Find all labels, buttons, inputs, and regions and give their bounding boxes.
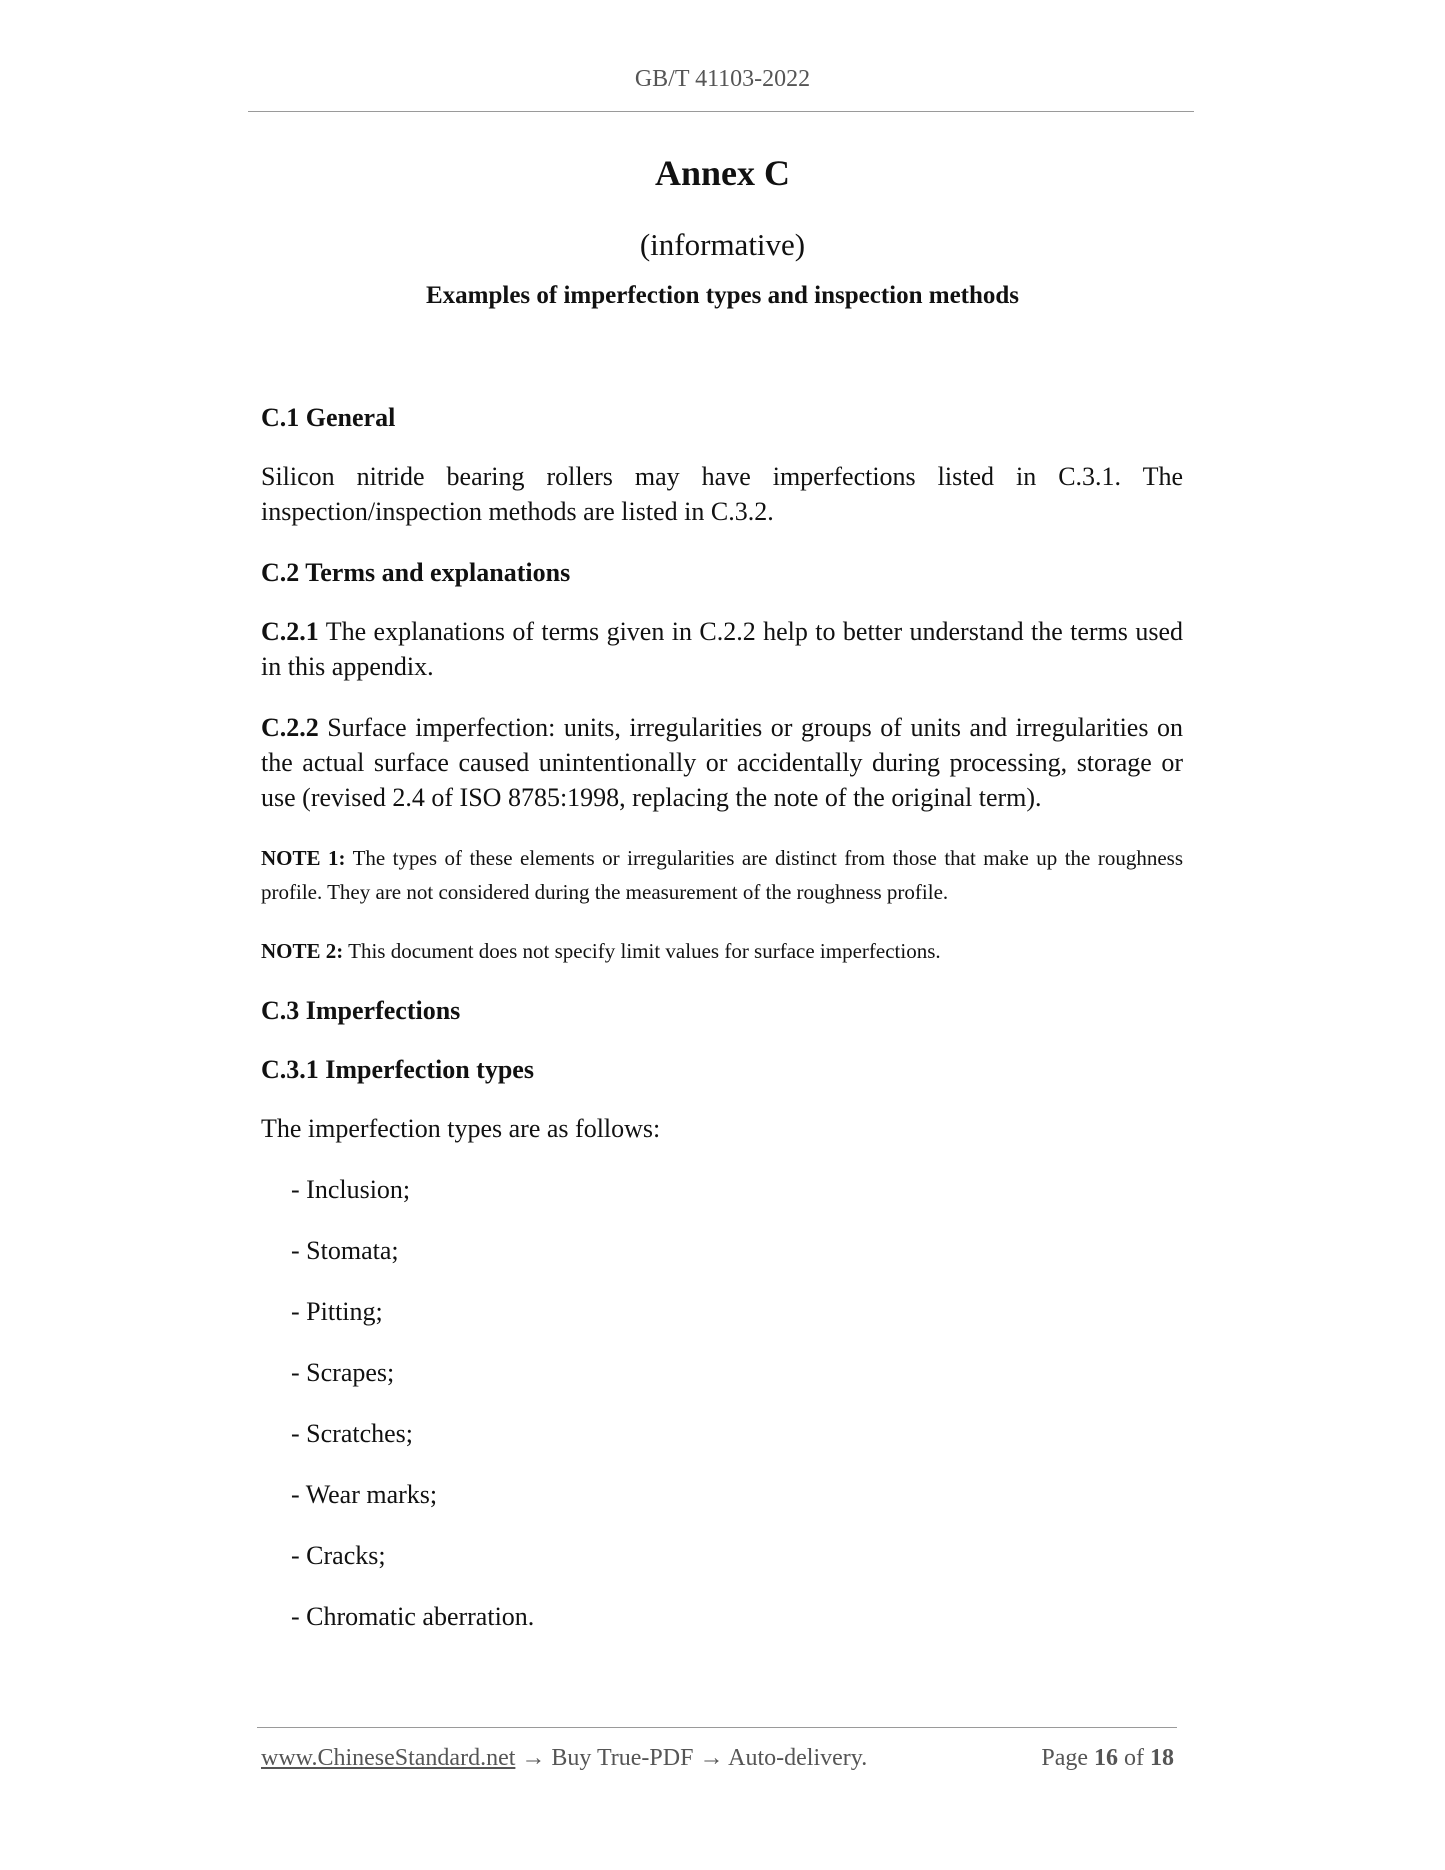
list-item: - Inclusion; (291, 1175, 411, 1204)
section-heading-c1: C.1 General (261, 403, 396, 432)
annex-kind: (informative) (639, 227, 806, 262)
note-2-label: NOTE 2: (261, 939, 344, 963)
note-2 (261, 934, 1183, 968)
note-2-text: This document does not specify limit values for surface imperfections. (343, 939, 941, 963)
page-total: 18 (1150, 1745, 1174, 1771)
list-item: - Wear marks; (291, 1480, 438, 1509)
section-heading-c31: C.3.1 Imperfection types (261, 1055, 534, 1084)
clause-label-c21: C.2.1 (261, 617, 319, 646)
page-current: 16 (1094, 1745, 1118, 1771)
imperfection-type-list (261, 1172, 1183, 1634)
list-item: - Scratches; (291, 1419, 414, 1448)
list-item: - Scrapes; (291, 1358, 395, 1387)
clause-label-c22: C.2.2 (261, 713, 319, 742)
buy-true-pdf-text: Buy True-PDF (551, 1745, 694, 1771)
page-footer (261, 1745, 1179, 1772)
site-link[interactable]: www.ChineseStandard.net (261, 1745, 516, 1771)
note-1-text: The types of these elements or irregularities are distinct from those that make up the roughness profile. They are not considered during the measurement of the roughness profile. (261, 846, 1183, 904)
list-item: - Stomata; (291, 1236, 399, 1265)
header-divider (248, 111, 1194, 112)
page-label: Page (1041, 1745, 1088, 1771)
auto-delivery-text: Auto-delivery. (728, 1745, 868, 1771)
annex-title: Annex C (654, 153, 791, 193)
page-of: of (1124, 1745, 1144, 1771)
header-standard-number: GB/T 41103-2022 (634, 66, 811, 92)
paragraph-c21 (261, 614, 1183, 684)
section-heading-c3: C.3 Imperfections (261, 996, 461, 1025)
note-1 (261, 841, 1183, 909)
note-1-label: NOTE 1: (261, 846, 346, 870)
footer-divider (257, 1727, 1177, 1728)
annex-subtitle: Examples of imperfection types and inspection methods (425, 282, 1020, 309)
paragraph-c1: Silicon nitride bearing rollers may have imperfections listed in C.3.1. The inspection/inspection methods are listed in C.3.2. (261, 462, 1183, 526)
clause-text-c22: Surface imperfection: units, irregularities or groups of units and irregularities on the actual surface caused unintentionally or accidentally during processing, storage or use (revised 2.4 of ISO 8785:1998, replacing the note of the original term). (261, 713, 1183, 812)
section-heading-c2: C.2 Terms and explanations (261, 558, 571, 587)
list-item: - Pitting; (291, 1297, 383, 1326)
list-item: - Cracks; (291, 1541, 386, 1570)
arrow-right-icon: → (521, 1745, 546, 1771)
clause-text-c21: The explanations of terms given in C.2.2 help to better understand the terms used in this appendix. (261, 617, 1183, 681)
paragraph-c31-intro: The imperfection types are as follows: (261, 1114, 661, 1143)
document-body (261, 400, 1183, 1660)
list-item: - Chromatic aberration. (291, 1602, 535, 1631)
arrow-right-icon: → (699, 1745, 724, 1771)
paragraph-c22 (261, 710, 1183, 815)
page-number (1041, 1745, 1174, 1772)
